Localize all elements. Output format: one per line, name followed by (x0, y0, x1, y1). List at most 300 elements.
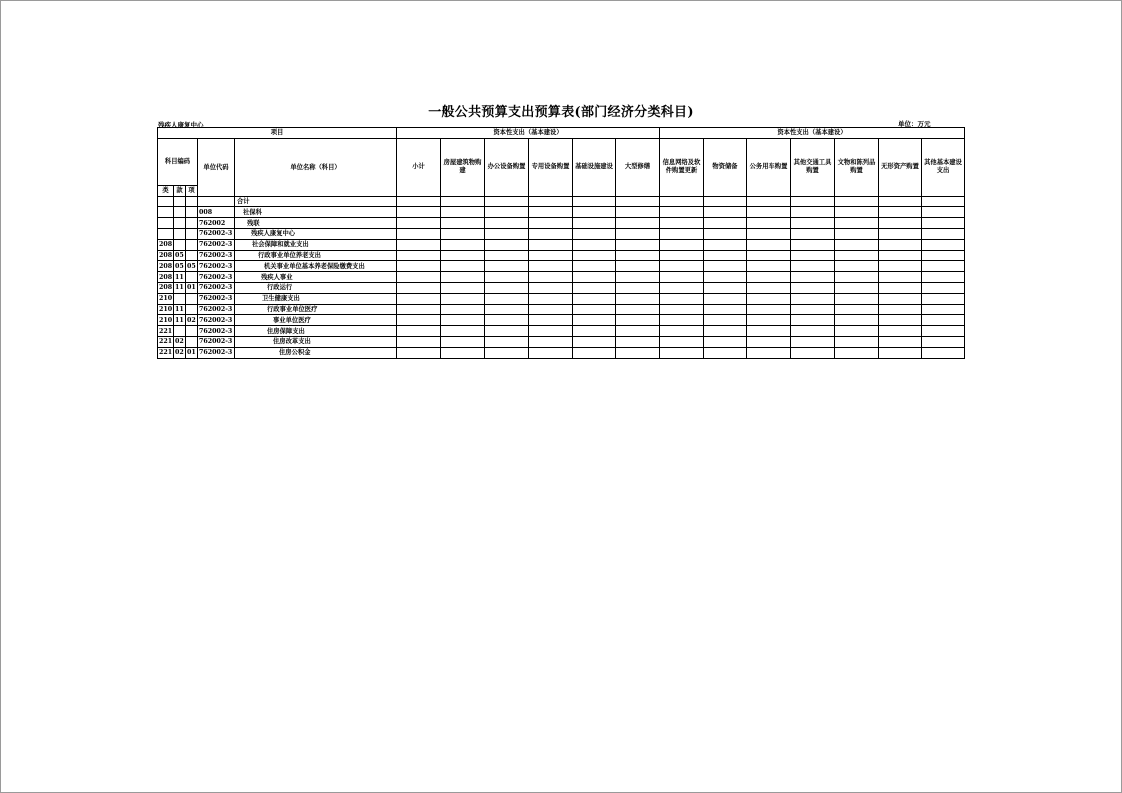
col-header: 基础设施建设 (573, 138, 616, 196)
kuan-cell (174, 239, 186, 250)
kuan-header: 款 (174, 185, 186, 196)
col-header: 办公设备购置 (485, 138, 529, 196)
amount-cell (791, 196, 835, 207)
amount-cell (747, 228, 791, 239)
amount-cell (485, 272, 529, 283)
col-header: 小计 (397, 138, 441, 196)
amount-cell (573, 347, 616, 358)
amount-cell (660, 207, 704, 218)
capital-group-header-1: 资本性支出（基本建设） (397, 128, 660, 139)
kuan-cell (174, 293, 186, 304)
amount-cell (529, 293, 573, 304)
amount-cell (660, 239, 704, 250)
amount-cell (616, 218, 660, 229)
amount-cell (922, 315, 965, 326)
unit-code-cell: 762002-3 (198, 293, 235, 304)
amount-cell (485, 304, 529, 315)
amount-cell (835, 304, 879, 315)
header-row-2 (158, 138, 965, 185)
xiang-cell: 02 (187, 316, 196, 324)
unit-code-cell: 762002-3 (198, 315, 235, 326)
amount-cell (529, 304, 573, 315)
amount-cell (660, 282, 704, 293)
amount-cell (616, 293, 660, 304)
xiang-cell (186, 272, 198, 283)
amount-cell (660, 261, 704, 272)
amount-cell (441, 239, 485, 250)
unit-name-cell: 残疾人事业 (235, 272, 397, 283)
table-row (158, 315, 965, 326)
table-row (158, 347, 965, 358)
amount-cell (747, 336, 791, 347)
lei-cell (158, 218, 174, 229)
amount-cell (791, 293, 835, 304)
unit-name-cell: 住房保障支出 (235, 326, 397, 337)
amount-cell (660, 347, 704, 358)
amount-cell (922, 347, 965, 358)
amount-cell (922, 196, 965, 207)
amount-cell (879, 196, 922, 207)
capital-group-header-2: 资本性支出（基本建设） (660, 128, 965, 139)
amount-cell (879, 207, 922, 218)
amount-cell (704, 336, 747, 347)
amount-cell (879, 239, 922, 250)
amount-cell (879, 282, 922, 293)
amount-cell (922, 336, 965, 347)
amount-cell (616, 326, 660, 337)
lei-cell: 208 (159, 251, 173, 259)
unit-code-cell: 008 (198, 207, 235, 218)
amount-cell (879, 228, 922, 239)
amount-cell (922, 239, 965, 250)
amount-cell (529, 282, 573, 293)
amount-cell (397, 336, 441, 347)
amount-cell (397, 293, 441, 304)
amount-cell (529, 261, 573, 272)
amount-cell (616, 239, 660, 250)
table-row (158, 196, 965, 207)
table-row (158, 304, 965, 315)
amount-cell (397, 228, 441, 239)
amount-cell (704, 272, 747, 283)
amount-cell (616, 228, 660, 239)
amount-cell (747, 272, 791, 283)
lei-cell: 221 (159, 327, 173, 335)
amount-cell (529, 272, 573, 283)
amount-cell (573, 326, 616, 337)
amount-cell (573, 304, 616, 315)
amount-cell (573, 282, 616, 293)
amount-cell (397, 282, 441, 293)
lei-cell: 208 (159, 241, 173, 249)
amount-cell (704, 315, 747, 326)
lei-cell (158, 196, 174, 207)
amount-cell (529, 207, 573, 218)
amount-cell (441, 304, 485, 315)
table-row (158, 326, 965, 337)
lei-cell: 210 (159, 316, 173, 324)
amount-cell (573, 272, 616, 283)
xiang-cell (186, 239, 198, 250)
lei-cell: 208 (159, 284, 173, 292)
amount-cell (835, 196, 879, 207)
xiang-cell (186, 196, 198, 207)
amount-cell (660, 250, 704, 261)
amount-cell (616, 261, 660, 272)
amount-cell (573, 315, 616, 326)
amount-cell (529, 250, 573, 261)
unit-name-cell: 社保科 (235, 207, 397, 218)
amount-cell (835, 282, 879, 293)
col-header: 专用设备购置 (529, 138, 573, 196)
amount-cell (660, 228, 704, 239)
kuan-cell (174, 196, 186, 207)
kuan-cell (174, 228, 186, 239)
amount-cell (791, 261, 835, 272)
amount-cell (616, 196, 660, 207)
amount-cell (835, 239, 879, 250)
amount-cell (704, 282, 747, 293)
amount-cell (704, 304, 747, 315)
amount-cell (441, 272, 485, 283)
amount-cell (835, 228, 879, 239)
amount-cell (922, 218, 965, 229)
lei-header: 类 (158, 185, 174, 196)
unit-name-cell: 行政事业单位养老支出 (235, 250, 397, 261)
amount-cell (879, 272, 922, 283)
amount-cell (529, 347, 573, 358)
unit-code-header: 单位代码 (198, 138, 235, 196)
amount-cell (704, 196, 747, 207)
amount-cell (660, 304, 704, 315)
amount-cell (485, 207, 529, 218)
amount-cell (835, 336, 879, 347)
amount-cell (791, 250, 835, 261)
amount-cell (704, 228, 747, 239)
amount-cell (922, 207, 965, 218)
lei-cell: 208 (159, 262, 173, 270)
amount-cell (922, 326, 965, 337)
amount-cell (397, 207, 441, 218)
amount-cell (879, 315, 922, 326)
kuan-cell: 05 (175, 251, 184, 259)
lei-cell: 221 (159, 338, 173, 346)
amount-cell (835, 261, 879, 272)
amount-cell (791, 336, 835, 347)
lei-cell: 210 (159, 305, 173, 313)
unit-code-cell: 762002-3 (198, 282, 235, 293)
amount-cell (485, 293, 529, 304)
amount-cell (747, 207, 791, 218)
table-row (158, 336, 965, 347)
lei-cell (158, 228, 174, 239)
amount-cell (879, 326, 922, 337)
col-header: 大型修缮 (616, 138, 660, 196)
amount-cell (747, 282, 791, 293)
amount-cell (441, 196, 485, 207)
amount-cell (704, 207, 747, 218)
lei-cell: 208 (159, 273, 173, 281)
amount-cell (747, 218, 791, 229)
xiang-cell (186, 326, 198, 337)
amount-cell (835, 250, 879, 261)
amount-cell (397, 315, 441, 326)
unit-code-cell: 762002-3 (198, 250, 235, 261)
amount-cell (441, 218, 485, 229)
amount-cell (922, 282, 965, 293)
amount-cell (485, 196, 529, 207)
amount-cell (660, 272, 704, 283)
unit-name-cell: 残疾人康复中心 (235, 228, 397, 239)
table-row (158, 282, 965, 293)
amount-cell (397, 239, 441, 250)
unit-name-cell: 住房改革支出 (235, 336, 397, 347)
unit-code-cell: 762002-3 (198, 228, 235, 239)
amount-cell (922, 272, 965, 283)
unit-name-cell: 行政事业单位医疗 (235, 304, 397, 315)
amount-cell (791, 326, 835, 337)
amount-cell (704, 239, 747, 250)
xiang-header: 项 (186, 185, 198, 196)
amount-cell (747, 239, 791, 250)
amount-cell (879, 218, 922, 229)
amount-cell (485, 228, 529, 239)
amount-cell (791, 304, 835, 315)
amount-cell (397, 304, 441, 315)
amount-cell (791, 207, 835, 218)
amount-cell (835, 218, 879, 229)
header-row-1 (158, 128, 965, 139)
amount-cell (441, 347, 485, 358)
unit-name-cell: 社会保障和就业支出 (235, 239, 397, 250)
amount-cell (573, 336, 616, 347)
amount-cell (529, 228, 573, 239)
xiang-cell: 01 (187, 284, 196, 292)
xiang-cell (186, 304, 198, 315)
amount-cell (397, 196, 441, 207)
amount-cell (397, 218, 441, 229)
kuan-cell: 11 (175, 273, 184, 281)
amount-cell (879, 261, 922, 272)
col-header: 其他基本建设支出 (922, 138, 965, 196)
amount-cell (879, 293, 922, 304)
amount-cell (573, 218, 616, 229)
unit-code-cell: 762002-3 (198, 336, 235, 347)
unit-code-cell: 762002-3 (198, 272, 235, 283)
amount-cell (441, 250, 485, 261)
amount-cell (704, 293, 747, 304)
col-header: 信息网络及软件购置更新 (660, 138, 704, 196)
amount-cell (922, 228, 965, 239)
amount-cell (485, 326, 529, 337)
unit-name-cell: 事业单位医疗 (235, 315, 397, 326)
amount-cell (791, 228, 835, 239)
xiang-cell: 01 (187, 349, 196, 357)
xiang-cell (186, 293, 198, 304)
amount-cell (704, 347, 747, 358)
xiang-cell (186, 207, 198, 218)
amount-cell (616, 336, 660, 347)
amount-cell (573, 261, 616, 272)
amount-cell (879, 336, 922, 347)
lei-cell: 221 (159, 349, 173, 357)
table-row (158, 239, 965, 250)
unit-name-cell: 合计 (235, 196, 397, 207)
unit-code-cell (198, 196, 235, 207)
amount-cell (835, 272, 879, 283)
amount-cell (747, 250, 791, 261)
amount-cell (660, 196, 704, 207)
amount-cell (573, 196, 616, 207)
amount-cell (660, 293, 704, 304)
amount-cell (441, 261, 485, 272)
amount-cell (616, 250, 660, 261)
amount-cell (441, 315, 485, 326)
xiang-cell (186, 228, 198, 239)
amount-cell (922, 261, 965, 272)
amount-cell (791, 282, 835, 293)
amount-cell (529, 239, 573, 250)
amount-cell (747, 293, 791, 304)
col-header: 无形资产购置 (879, 138, 922, 196)
kuan-cell: 02 (175, 338, 184, 346)
amount-cell (485, 218, 529, 229)
table-row (158, 261, 965, 272)
lei-cell: 210 (159, 295, 173, 303)
amount-cell (529, 336, 573, 347)
amount-cell (397, 326, 441, 337)
subject-code-header: 科目编码 (158, 138, 198, 185)
amount-cell (616, 315, 660, 326)
col-header: 公务用车购置 (747, 138, 791, 196)
amount-cell (835, 315, 879, 326)
amount-cell (660, 315, 704, 326)
amount-cell (704, 261, 747, 272)
org-name: 残疾人康复中心 (158, 121, 204, 129)
unit-label: 单位：万元 (898, 120, 931, 128)
amount-cell (573, 207, 616, 218)
amount-cell (529, 315, 573, 326)
amount-cell (616, 304, 660, 315)
unit-code-cell: 762002 (198, 218, 235, 229)
kuan-cell (174, 218, 186, 229)
amount-cell (835, 326, 879, 337)
kuan-cell: 05 (175, 262, 184, 270)
unit-name-cell: 行政运行 (235, 282, 397, 293)
kuan-cell (174, 326, 186, 337)
xiang-cell (186, 218, 198, 229)
amount-cell (616, 207, 660, 218)
unit-name-cell: 机关事业单位基本养老保险缴费支出 (235, 261, 397, 272)
amount-cell (704, 218, 747, 229)
amount-cell (791, 272, 835, 283)
amount-cell (879, 250, 922, 261)
unit-code-cell: 762002-3 (198, 347, 235, 358)
amount-cell (747, 315, 791, 326)
amount-cell (791, 347, 835, 358)
xiang-cell (186, 250, 198, 261)
col-header: 文物和陈列品购置 (835, 138, 879, 196)
amount-cell (747, 326, 791, 337)
amount-cell (441, 293, 485, 304)
amount-cell (616, 282, 660, 293)
amount-cell (397, 272, 441, 283)
amount-cell (485, 250, 529, 261)
kuan-cell: 11 (175, 316, 184, 324)
amount-cell (660, 218, 704, 229)
project-header: 项目 (158, 128, 397, 139)
amount-cell (397, 261, 441, 272)
amount-cell (441, 282, 485, 293)
unit-name-cell: 残联 (235, 218, 397, 229)
amount-cell (747, 196, 791, 207)
amount-cell (835, 293, 879, 304)
amount-cell (485, 239, 529, 250)
kuan-cell (174, 207, 186, 218)
amount-cell (616, 347, 660, 358)
col-header: 物资储备 (704, 138, 747, 196)
amount-cell (441, 336, 485, 347)
amount-cell (791, 239, 835, 250)
amount-cell (485, 347, 529, 358)
amount-cell (922, 250, 965, 261)
amount-cell (791, 218, 835, 229)
amount-cell (879, 304, 922, 315)
table-row (158, 250, 965, 261)
amount-cell (616, 272, 660, 283)
amount-cell (747, 261, 791, 272)
unit-code-cell: 762002-3 (198, 304, 235, 315)
amount-cell (791, 315, 835, 326)
unit-code-cell: 762002-3 (198, 326, 235, 337)
xiang-cell: 05 (187, 262, 196, 270)
amount-cell (747, 347, 791, 358)
amount-cell (397, 250, 441, 261)
amount-cell (573, 250, 616, 261)
table-row (158, 218, 965, 229)
amount-cell (747, 304, 791, 315)
xiang-cell (186, 336, 198, 347)
kuan-cell: 02 (175, 349, 184, 357)
unit-name-header: 单位名称（科目） (235, 138, 397, 196)
amount-cell (922, 304, 965, 315)
unit-code-cell: 762002-3 (198, 261, 235, 272)
amount-cell (573, 293, 616, 304)
col-header: 房屋建筑物购建 (441, 138, 485, 196)
amount-cell (485, 282, 529, 293)
amount-cell (529, 326, 573, 337)
amount-cell (441, 228, 485, 239)
table-row (158, 272, 965, 283)
amount-cell (879, 347, 922, 358)
amount-cell (485, 261, 529, 272)
amount-cell (485, 336, 529, 347)
amount-cell (397, 347, 441, 358)
page-title: 一般公共预算支出预算表(部门经济分类科目) (428, 105, 694, 120)
unit-code-cell: 762002-3 (198, 239, 235, 250)
table-row (158, 207, 965, 218)
kuan-cell: 11 (175, 305, 184, 313)
amount-cell (441, 326, 485, 337)
amount-cell (660, 326, 704, 337)
lei-cell (158, 207, 174, 218)
table-row (158, 293, 965, 304)
amount-cell (922, 293, 965, 304)
amount-cell (573, 239, 616, 250)
amount-cell (704, 250, 747, 261)
amount-cell (573, 228, 616, 239)
amount-cell (835, 347, 879, 358)
